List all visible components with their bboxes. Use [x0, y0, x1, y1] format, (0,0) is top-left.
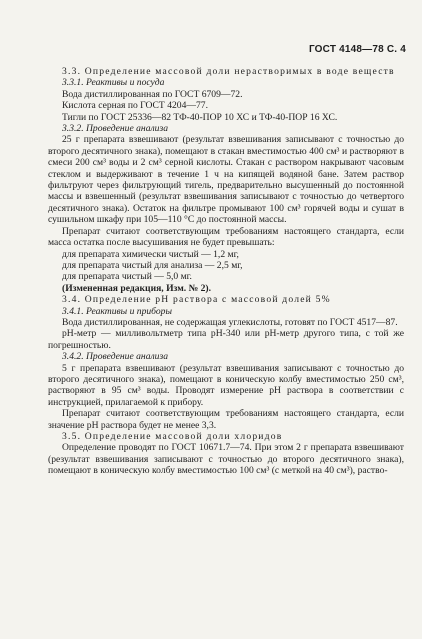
subsection-title: 3.3.2. Проведение анализа: [62, 123, 169, 135]
page-header: ГОСТ 4148—78 С. 4: [308, 44, 406, 55]
list-item: для препарата чистый — 5,0 мг.: [62, 271, 192, 283]
subsection-title: 3.4.1. Реактивы и приборы: [62, 305, 172, 317]
paragraph: рН-метр — милливольтметр типа рН-340 или рН-метр другого типа, с той же погрешностью.: [48, 328, 404, 351]
paragraph: Препарат считают соответствующим требованиям настоящего стандарта, если масса остатка после высушивания не будет превышать:: [48, 225, 404, 249]
paragraph: Вода дистиллированная, не содержащая углекислоты, готовят по ГОСТ 4517—87.: [62, 316, 398, 328]
document-body: [48, 66, 404, 477]
paragraph: 5 г препарата взвешивают (результат взвешивания записывают с точностью до второго десятичного знака), помещают в коническую колбу вместимостью 250 см³, растворяют в 95 см³ воды. Проводят измерение рН раствора в соответствии с инструкцией, прилагаемой к прибору.: [48, 362, 404, 408]
amendment-note: (Измененная редакция, Изм. № 2).: [62, 282, 212, 294]
paragraph: Определение проводят по ГОСТ 10671.7—74. При этом 2 г препарата взвешивают (результат взвешивания записывают с точностью до второго десятичного знака), помещают в коническую колбу вместимостью 100 см³ (с меткой на 40 см³), раство-: [48, 442, 404, 477]
section-heading: 3.5. Определение массовой доли хлоридов: [62, 431, 283, 442]
paragraph: Кислота серная по ГОСТ 4204—77.: [62, 100, 208, 112]
subsection-title: 3.3.1. Реактивы и посуда: [62, 77, 165, 89]
subsection-title: 3.4.2. Проведение анализа: [62, 351, 169, 363]
paragraph: 25 г препарата взвешивают (результат взвешивания записывают с точностью до второго десятичного знака), помещают в стакан вместимостью 400 см³ и растворяют в смеси 200 см³ воды и 2 см³ серной кислоты. Стакан с раствором накрывают часовым стеклом и выдерживают в течение 1 ч на кипящей водяной бане. Затем раствор фильтруют через фильтрующий тигель, предварительно высушенный до постоянной массы и взвешенный (результат взвешивания записывают с точностью до четвертого десятичного знака). Остаток на фильтре промывают 100 см³ горячей воды и сушат в сушильном шкафу при 105—110 °С до постоянной массы.: [48, 134, 404, 226]
paragraph: Вода дистиллированная по ГОСТ 6709—72.: [62, 88, 243, 100]
list-item: для препарата химически чистый — 1,2 мг,: [62, 248, 239, 260]
paragraph: Препарат считают соответствующим требованиям настоящего стандарта, если значение рН раствора будет не менее 3,3.: [48, 408, 404, 431]
section-heading: 3.4. Определение рН раствора с массовой долей 5%: [62, 294, 331, 306]
section-heading: 3.3. Определение массовой доли нерастворимых в воде веществ: [62, 66, 395, 77]
paragraph: Тигли по ГОСТ 25336—82 ТФ-40-ПОР 10 ХС и ТФ-40-ПОР 16 ХС.: [62, 111, 338, 123]
list-item: для препарата чистый для анализа — 2,5 мг,: [62, 259, 243, 271]
